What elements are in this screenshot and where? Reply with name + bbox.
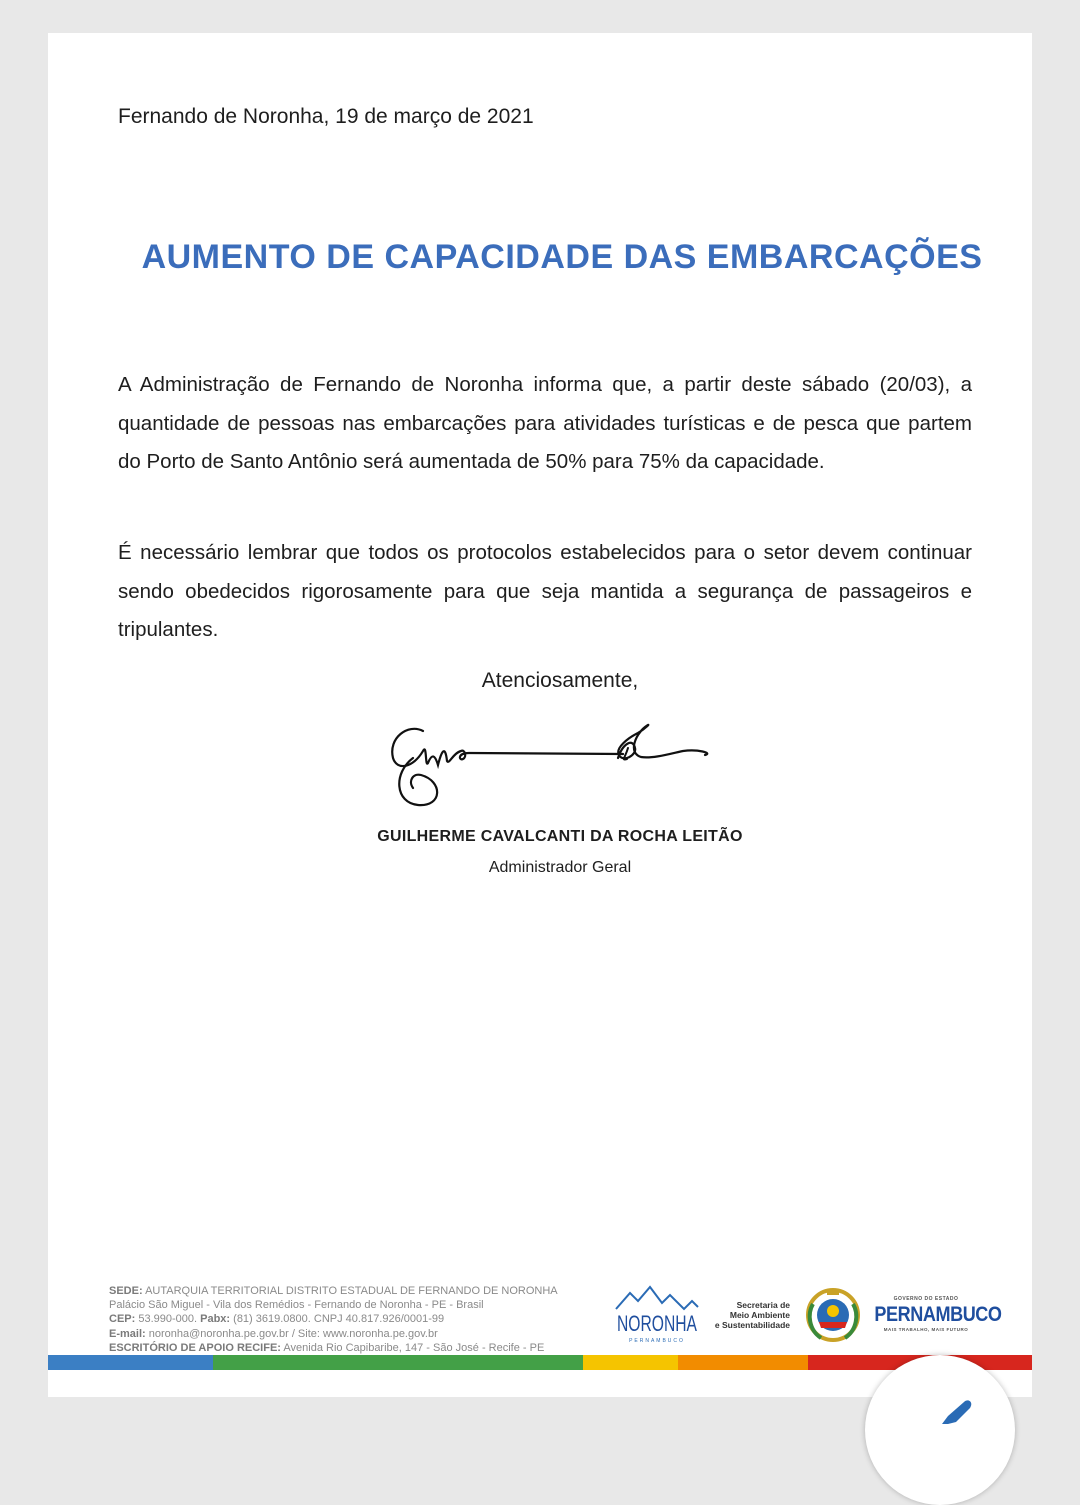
pernambuco-logo: GOVERNO DO ESTADO PERNAMBUCO MAIS TRABALHO, MAIS FUTURO (874, 1296, 1002, 1332)
edit-fab-button[interactable] (865, 1355, 1015, 1505)
paragraph-1: A Administração de Fernando de Noronha informa que, a partir deste sábado (20/03), a quantidade de pessoas nas embarcações para atividades turísticas e de pesca que partem do Porto de Santo Antônio será aumentada de 50% para 75% da capacidade. (118, 373, 972, 473)
svg-text:NORONHA: NORONHA (617, 1311, 698, 1336)
sema-logo: Secretaria de Meio Ambiente e Sustentabilidade (714, 1300, 790, 1330)
pernambuco-crest-icon (805, 1286, 861, 1344)
document-title: AUMENTO DE CAPACIDADE DAS EMBARCAÇÕES (141, 238, 983, 276)
footer-line-office: ESCRITÓRIO DE APOIO RECIFE: Avenida Rio Capibaribe, 147 - São José - Recife - PE (109, 1341, 545, 1354)
stripe-green (213, 1355, 583, 1370)
footer-line-cep: CEP: 53.990-000. Pabx: (81) 3619.0800. CNPJ 40.817.926/0001-99 (109, 1313, 445, 1326)
signer-name: GUILHERME CAVALCANTI DA ROCHA LEITÃO (377, 828, 743, 845)
stripe-yellow (583, 1355, 678, 1370)
noronha-logo (612, 1283, 702, 1345)
edit-pencil-icon[interactable] (938, 1398, 978, 1424)
stripe-orange (678, 1355, 808, 1370)
handwritten-signature (383, 713, 713, 828)
document-page (48, 33, 1032, 1397)
color-stripe (48, 1355, 1032, 1370)
footer-line-sede: SEDE: AUTARQUIA TERRITORIAL DISTRITO ESTADUAL DE FERNANDO DE NORONHA (109, 1285, 558, 1297)
paragraph-2: É necessário lembrar que todos os protocolos estabelecidos para o setor devem continuar sendo obedecidos rigorosamente para que seja mantida a segurança de passageiros e tripulantes. (118, 541, 972, 641)
closing-salutation: Atenciosamente, (481, 669, 639, 692)
footer-line-email: E-mail: noronha@noronha.pe.gov.br / Site: www.noronha.pe.gov.br (109, 1327, 438, 1340)
stripe-blue (48, 1355, 213, 1370)
svg-text:PERNAMBUCO: PERNAMBUCO (629, 1338, 685, 1344)
footer-line-address: Palácio São Miguel - Vila dos Remédios - Fernando de Noronha - PE - Brasil (109, 1299, 484, 1312)
signer-role: Administrador Geral (488, 859, 632, 876)
date-line: Fernando de Noronha, 19 de março de 2021 (118, 105, 534, 128)
